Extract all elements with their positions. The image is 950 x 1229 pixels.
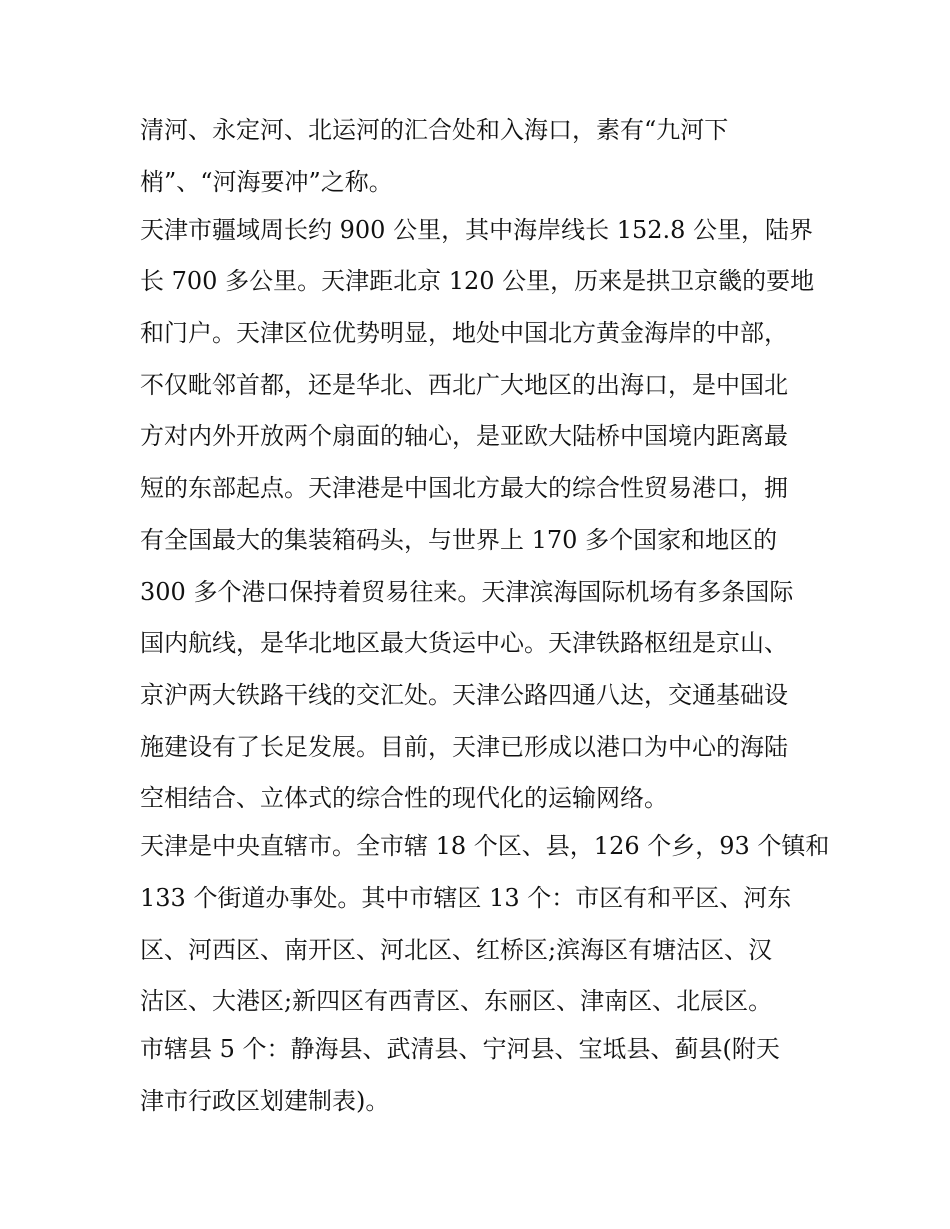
text-line-19: 市辖县 5 个：静海县、武清县、宁河县、宝坻县、蓟县(附天 <box>140 1035 780 1064</box>
text-line-8: 短的东部起点。天津港是中国北方最大的综合性贸易港口，拥 <box>140 474 788 503</box>
text-line-3: 天津市疆域周长约 900 公里，其中海岸线长 152.8 公里，陆界 <box>140 215 814 244</box>
text-line-13: 施建设有了长足发展。目前，天津已形成以港口为中心的海陆 <box>140 732 788 761</box>
text-line-11: 国内航线，是华北地区最大货运中心。天津铁路枢纽是京山、 <box>140 629 788 658</box>
text-line-14: 空相结合、立体式的综合性的现代化的运输网络。 <box>140 784 668 813</box>
text-line-20: 津市行政区划建制表)。 <box>140 1087 390 1115</box>
text-line-7: 方对内外开放两个扇面的轴心，是亚欧大陆桥中国境内距离最 <box>140 422 788 451</box>
text-line-6: 不仅毗邻首都，还是华北、西北广大地区的出海口，是中国北 <box>140 370 788 399</box>
text-line-9: 有全国最大的集装箱码头，与世界上 170 多个国家和地区的 <box>140 525 778 554</box>
text-line-18: 沽区、大港区;新四区有西青区、东丽区、津南区、北辰区。 <box>140 987 773 1016</box>
text-line-1: 清河、永定河、北运河的汇合处和入海口，素有“九河下 <box>140 116 729 144</box>
text-line-17: 区、河西区、南开区、河北区、红桥区;滨海区有塘沽区、汉 <box>140 935 773 964</box>
text-line-15: 天津是中央直辖市。全市辖 18 个区、县，126 个乡，93 个镇和 <box>140 832 830 861</box>
text-line-10: 300 多个港口保持着贸易往来。天津滨海国际机场有多条国际 <box>140 577 794 606</box>
text-line-5: 和门户。天津区位优势明显，地处中国北方黄金海岸的中部， <box>140 319 788 348</box>
text-line-4: 长 700 多公里。天津距北京 120 公里，历来是拱卫京畿的要地 <box>140 267 815 296</box>
text-line-12: 京沪两大铁路干线的交汇处。天津公路四通八达，交通基础设 <box>140 680 788 709</box>
body-text <box>140 108 830 1131</box>
text-line-2: 梢”、“河海要冲”之称。 <box>140 167 393 196</box>
text-line-16: 133 个街道办事处。其中市辖区 13 个：市区有和平区、河东 <box>140 883 792 912</box>
